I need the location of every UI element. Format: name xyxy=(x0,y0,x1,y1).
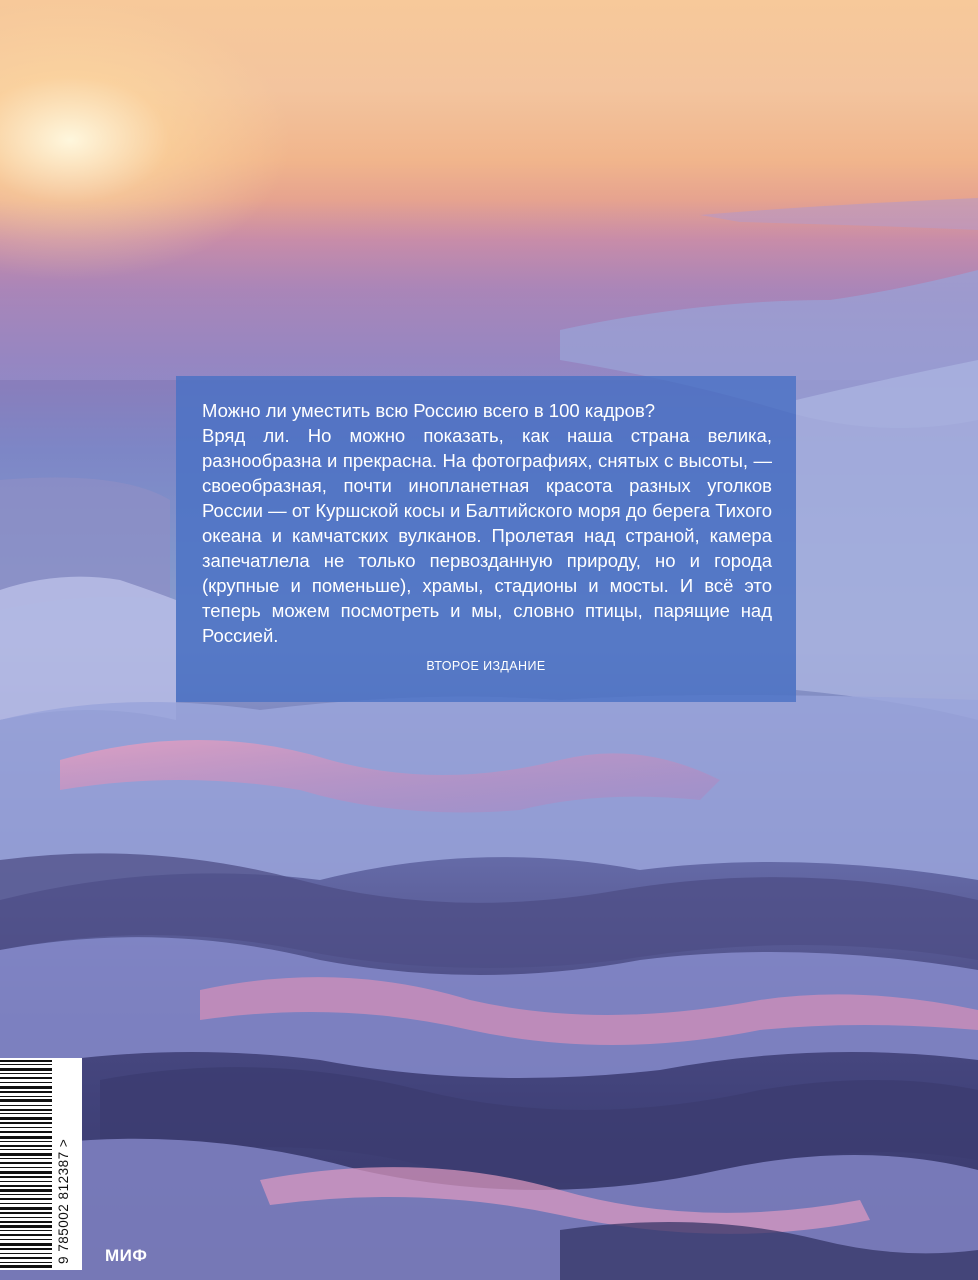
isbn-barcode xyxy=(0,1058,82,1270)
edition-label: ВТОРОЕ ИЗДАНИЕ xyxy=(426,659,546,673)
description-heading: Можно ли уместить всю Россию всего в 100 кадров? xyxy=(202,400,656,421)
snowfield-left xyxy=(0,577,176,720)
description-body: Вряд ли. Но можно показать, как наша страна велика, разнообразна и прекрасна. На фотографиях, снятых с высоты, — своеобразная, почти инопланетная красота разных уголков России — от Куршской косы и Балтийского моря до берега Тихого океана и камчатских вулканов. Пролетая над страной, камера запечатлела не только первозданную природу, но и города (крупные и поменьше), храмы, стадионы и мосты. И всё это теперь можем посмотреть и мы, словно птицы, парящие над Россией. xyxy=(202,425,772,646)
publisher-logo: МИФ xyxy=(105,1246,148,1265)
description-panel xyxy=(176,376,796,702)
snowfield-right xyxy=(796,360,978,720)
isbn-number: 9 785002 812387 > xyxy=(56,1138,71,1264)
